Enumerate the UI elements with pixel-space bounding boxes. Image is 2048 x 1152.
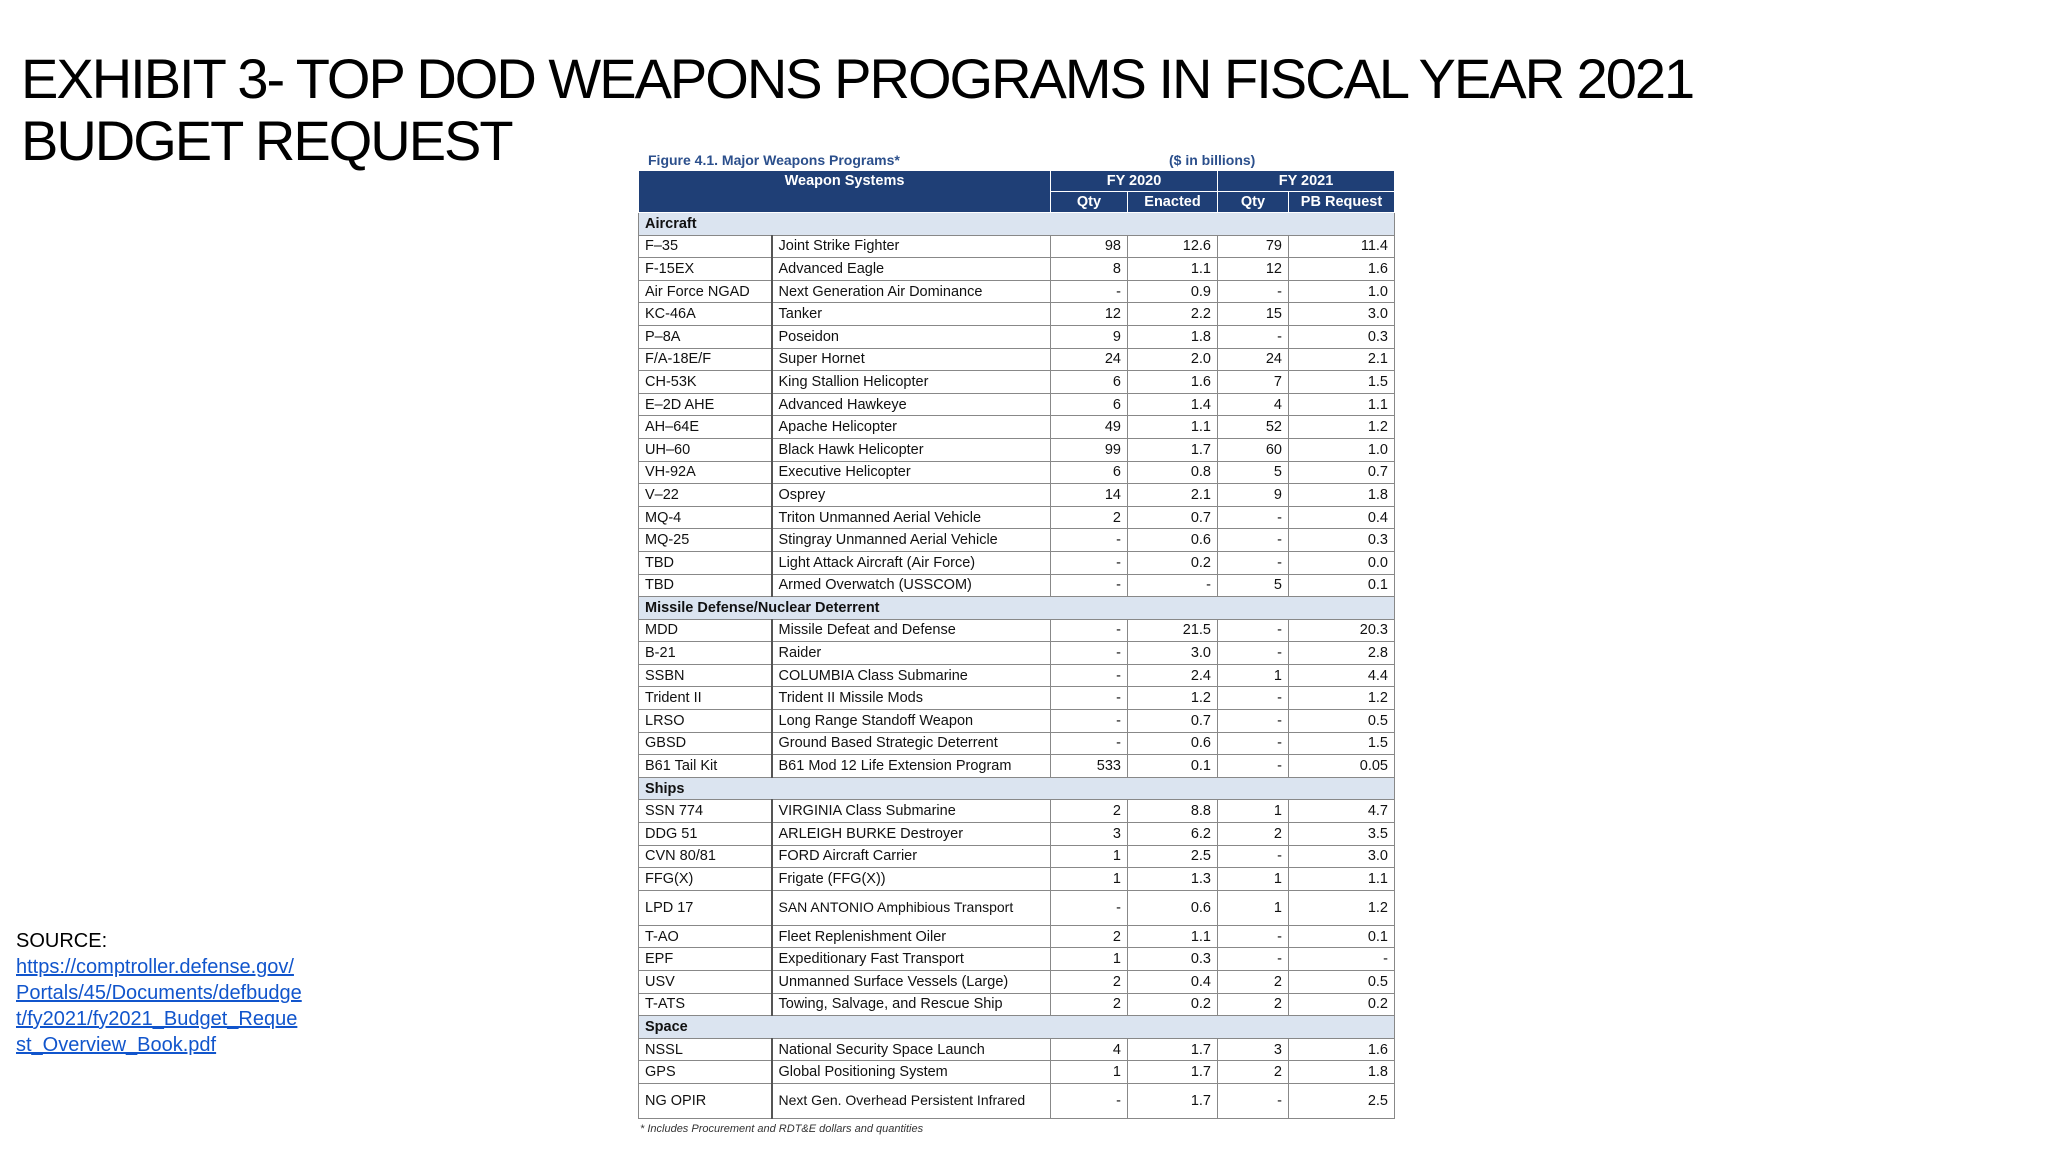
qty-2021-cell: 1: [1218, 664, 1289, 687]
program-name-cell: FORD Aircraft Carrier: [772, 845, 1051, 868]
source-label: SOURCE:: [16, 930, 108, 952]
enacted-cell: -: [1128, 574, 1218, 597]
program-code-cell: MQ-4: [639, 506, 772, 529]
program-code-cell: UH–60: [639, 438, 772, 461]
program-code-cell: T-ATS: [639, 993, 772, 1016]
enacted-cell: 0.2: [1128, 993, 1218, 1016]
table-row: [639, 687, 1395, 710]
qty-2021-cell: -: [1218, 280, 1289, 303]
source-block: [16, 928, 306, 1058]
section-row: [639, 777, 1395, 800]
enacted-cell: 0.4: [1128, 971, 1218, 994]
header-fy2020: FY 2020: [1051, 171, 1218, 192]
table-row: [639, 438, 1395, 461]
table-row: [639, 948, 1395, 971]
pb-request-cell: 11.4: [1289, 235, 1395, 258]
program-name-cell: Ground Based Strategic Deterrent: [772, 732, 1051, 755]
table-row: [639, 925, 1395, 948]
pb-request-cell: 0.5: [1289, 710, 1395, 733]
qty-2021-cell: -: [1218, 1083, 1289, 1118]
pb-request-cell: 1.8: [1289, 1061, 1395, 1084]
section-title: Aircraft: [639, 213, 1395, 236]
page-title-line-1: EXHIBIT 3- TOP DOD WEAPONS PROGRAMS IN FISCAL YEAR 2021: [21, 47, 1694, 110]
enacted-cell: 2.1: [1128, 484, 1218, 507]
enacted-cell: 0.8: [1128, 461, 1218, 484]
program-name-cell: Long Range Standoff Weapon: [772, 710, 1051, 733]
enacted-cell: 21.5: [1128, 619, 1218, 642]
table-row: [639, 732, 1395, 755]
qty-2021-cell: 52: [1218, 416, 1289, 439]
pb-request-cell: 2.5: [1289, 1083, 1395, 1118]
program-name-cell: Executive Helicopter: [772, 461, 1051, 484]
program-name-cell: B61 Mod 12 Life Extension Program: [772, 755, 1051, 778]
qty-2021-cell: 12: [1218, 258, 1289, 281]
table-row: [639, 710, 1395, 733]
section-title: Space: [639, 1016, 1395, 1039]
qty-2020-cell: 1: [1051, 845, 1128, 868]
source-link[interactable]: https://comptroller.defense.gov/Portals/45/Documents/defbudget/fy2021/fy2021_Budget_Request_Overview_Book.pdf: [16, 956, 302, 1056]
qty-2020-cell: -: [1051, 664, 1128, 687]
qty-2020-cell: -: [1051, 732, 1128, 755]
section-row: [639, 213, 1395, 236]
qty-2020-cell: -: [1051, 890, 1128, 925]
table-row: [639, 551, 1395, 574]
qty-2020-cell: 1: [1051, 868, 1128, 891]
qty-2021-cell: 3: [1218, 1038, 1289, 1061]
table-row: [639, 993, 1395, 1016]
pb-request-cell: 1.1: [1289, 393, 1395, 416]
qty-2021-cell: -: [1218, 925, 1289, 948]
program-code-cell: F–35: [639, 235, 772, 258]
pb-request-cell: 20.3: [1289, 619, 1395, 642]
program-code-cell: CH-53K: [639, 371, 772, 394]
pb-request-cell: 0.3: [1289, 529, 1395, 552]
table-row: [639, 371, 1395, 394]
pb-request-cell: 0.7: [1289, 461, 1395, 484]
qty-2021-cell: 24: [1218, 348, 1289, 371]
enacted-cell: 1.6: [1128, 371, 1218, 394]
budget-figure: [638, 150, 1394, 1135]
enacted-cell: 1.7: [1128, 1061, 1218, 1084]
enacted-cell: 0.1: [1128, 755, 1218, 778]
program-code-cell: MQ-25: [639, 529, 772, 552]
qty-2020-cell: 1: [1051, 948, 1128, 971]
program-code-cell: B-21: [639, 642, 772, 665]
qty-2020-cell: 2: [1051, 800, 1128, 823]
enacted-cell: 0.6: [1128, 732, 1218, 755]
qty-2020-cell: 9: [1051, 325, 1128, 348]
qty-2021-cell: 9: [1218, 484, 1289, 507]
enacted-cell: 8.8: [1128, 800, 1218, 823]
pb-request-cell: 0.3: [1289, 325, 1395, 348]
pb-request-cell: 2.1: [1289, 348, 1395, 371]
section-title: Ships: [639, 777, 1395, 800]
table-row: [639, 845, 1395, 868]
program-name-cell: Black Hawk Helicopter: [772, 438, 1051, 461]
header-weapon-systems: Weapon Systems: [639, 171, 1051, 213]
enacted-cell: 1.1: [1128, 416, 1218, 439]
program-code-cell: F/A-18E/F: [639, 348, 772, 371]
table-body: [639, 213, 1395, 1119]
program-name-cell: Raider: [772, 642, 1051, 665]
qty-2021-cell: 60: [1218, 438, 1289, 461]
enacted-cell: 1.7: [1128, 438, 1218, 461]
pb-request-cell: 1.2: [1289, 890, 1395, 925]
program-name-cell: SAN ANTONIO Amphibious Transport: [772, 890, 1051, 925]
page-title-line-2: BUDGET REQUEST: [21, 109, 512, 172]
pb-request-cell: 0.1: [1289, 574, 1395, 597]
table-row: [639, 1038, 1395, 1061]
program-name-cell: Frigate (FFG(X)): [772, 868, 1051, 891]
pb-request-cell: -: [1289, 948, 1395, 971]
program-code-cell: CVN 80/81: [639, 845, 772, 868]
header-enacted: Enacted: [1128, 192, 1218, 213]
pb-request-cell: 0.2: [1289, 993, 1395, 1016]
qty-2021-cell: -: [1218, 619, 1289, 642]
qty-2020-cell: -: [1051, 529, 1128, 552]
program-code-cell: T-AO: [639, 925, 772, 948]
table-row: [639, 1083, 1395, 1118]
program-name-cell: Triton Unmanned Aerial Vehicle: [772, 506, 1051, 529]
enacted-cell: 2.0: [1128, 348, 1218, 371]
program-code-cell: MDD: [639, 619, 772, 642]
table-row: [639, 574, 1395, 597]
program-code-cell: F-15EX: [639, 258, 772, 281]
enacted-cell: 0.6: [1128, 890, 1218, 925]
program-code-cell: NSSL: [639, 1038, 772, 1061]
qty-2020-cell: 8: [1051, 258, 1128, 281]
program-name-cell: Apache Helicopter: [772, 416, 1051, 439]
qty-2021-cell: 2: [1218, 971, 1289, 994]
qty-2020-cell: -: [1051, 280, 1128, 303]
program-code-cell: P–8A: [639, 325, 772, 348]
program-code-cell: DDG 51: [639, 823, 772, 846]
header-fy2021: FY 2021: [1218, 171, 1395, 192]
program-name-cell: Super Hornet: [772, 348, 1051, 371]
table-row: [639, 325, 1395, 348]
qty-2020-cell: 6: [1051, 461, 1128, 484]
enacted-cell: 6.2: [1128, 823, 1218, 846]
qty-2020-cell: -: [1051, 551, 1128, 574]
pb-request-cell: 0.5: [1289, 971, 1395, 994]
qty-2020-cell: 1: [1051, 1061, 1128, 1084]
qty-2020-cell: 2: [1051, 993, 1128, 1016]
qty-2020-cell: -: [1051, 1083, 1128, 1118]
program-name-cell: Missile Defeat and Defense: [772, 619, 1051, 642]
enacted-cell: 2.4: [1128, 664, 1218, 687]
table-row: [639, 484, 1395, 507]
enacted-cell: 0.7: [1128, 506, 1218, 529]
program-code-cell: EPF: [639, 948, 772, 971]
header-qty-2020: Qty: [1051, 192, 1128, 213]
program-name-cell: Osprey: [772, 484, 1051, 507]
qty-2020-cell: -: [1051, 687, 1128, 710]
qty-2021-cell: -: [1218, 710, 1289, 733]
qty-2021-cell: 2: [1218, 1061, 1289, 1084]
qty-2021-cell: -: [1218, 845, 1289, 868]
qty-2020-cell: -: [1051, 642, 1128, 665]
pb-request-cell: 1.2: [1289, 416, 1395, 439]
program-code-cell: KC-46A: [639, 303, 772, 326]
enacted-cell: 0.6: [1128, 529, 1218, 552]
program-name-cell: Tanker: [772, 303, 1051, 326]
program-name-cell: ARLEIGH BURKE Destroyer: [772, 823, 1051, 846]
enacted-cell: 1.1: [1128, 925, 1218, 948]
program-code-cell: TBD: [639, 574, 772, 597]
program-code-cell: USV: [639, 971, 772, 994]
table-row: [639, 235, 1395, 258]
program-code-cell: SSBN: [639, 664, 772, 687]
program-name-cell: King Stallion Helicopter: [772, 371, 1051, 394]
qty-2021-cell: 1: [1218, 868, 1289, 891]
program-code-cell: NG OPIR: [639, 1083, 772, 1118]
qty-2021-cell: -: [1218, 325, 1289, 348]
table-row: [639, 800, 1395, 823]
qty-2021-cell: 15: [1218, 303, 1289, 326]
qty-2020-cell: 6: [1051, 371, 1128, 394]
qty-2020-cell: 12: [1051, 303, 1128, 326]
pb-request-cell: 3.0: [1289, 845, 1395, 868]
program-name-cell: Advanced Eagle: [772, 258, 1051, 281]
enacted-cell: 1.1: [1128, 258, 1218, 281]
enacted-cell: 0.9: [1128, 280, 1218, 303]
pb-request-cell: 4.7: [1289, 800, 1395, 823]
figure-header: [638, 150, 1394, 170]
table-row: [639, 755, 1395, 778]
pb-request-cell: 0.0: [1289, 551, 1395, 574]
enacted-cell: 1.7: [1128, 1038, 1218, 1061]
header-pb-request: PB Request: [1289, 192, 1395, 213]
qty-2020-cell: 3: [1051, 823, 1128, 846]
pb-request-cell: 3.0: [1289, 303, 1395, 326]
qty-2021-cell: 2: [1218, 993, 1289, 1016]
program-code-cell: TBD: [639, 551, 772, 574]
program-name-cell: Advanced Hawkeye: [772, 393, 1051, 416]
pb-request-cell: 1.5: [1289, 371, 1395, 394]
qty-2020-cell: -: [1051, 710, 1128, 733]
qty-2020-cell: -: [1051, 619, 1128, 642]
qty-2021-cell: 5: [1218, 461, 1289, 484]
qty-2021-cell: 1: [1218, 890, 1289, 925]
pb-request-cell: 0.4: [1289, 506, 1395, 529]
table-row: [639, 416, 1395, 439]
qty-2021-cell: -: [1218, 948, 1289, 971]
enacted-cell: 2.2: [1128, 303, 1218, 326]
table-row: [639, 506, 1395, 529]
qty-2020-cell: 14: [1051, 484, 1128, 507]
pb-request-cell: 4.4: [1289, 664, 1395, 687]
qty-2020-cell: 2: [1051, 971, 1128, 994]
qty-2021-cell: 4: [1218, 393, 1289, 416]
table-row: [639, 461, 1395, 484]
pb-request-cell: 3.5: [1289, 823, 1395, 846]
program-name-cell: Next Generation Air Dominance: [772, 280, 1051, 303]
section-row: [639, 1016, 1395, 1039]
qty-2021-cell: 1: [1218, 800, 1289, 823]
table-row: [639, 823, 1395, 846]
program-name-cell: Next Gen. Overhead Persistent Infrared: [772, 1083, 1051, 1118]
program-code-cell: V–22: [639, 484, 772, 507]
program-code-cell: VH-92A: [639, 461, 772, 484]
program-name-cell: Joint Strike Fighter: [772, 235, 1051, 258]
qty-2021-cell: 79: [1218, 235, 1289, 258]
table-row: [639, 258, 1395, 281]
enacted-cell: 0.3: [1128, 948, 1218, 971]
program-code-cell: FFG(X): [639, 868, 772, 891]
enacted-cell: 1.4: [1128, 393, 1218, 416]
program-name-cell: Fleet Replenishment Oiler: [772, 925, 1051, 948]
program-name-cell: Stingray Unmanned Aerial Vehicle: [772, 529, 1051, 552]
enacted-cell: 2.5: [1128, 845, 1218, 868]
program-code-cell: Air Force NGAD: [639, 280, 772, 303]
figure-units: ($ in billions): [1169, 152, 1256, 168]
pb-request-cell: 1.8: [1289, 484, 1395, 507]
table-row: [639, 303, 1395, 326]
program-name-cell: Light Attack Aircraft (Air Force): [772, 551, 1051, 574]
program-name-cell: National Security Space Launch: [772, 1038, 1051, 1061]
qty-2021-cell: -: [1218, 687, 1289, 710]
pb-request-cell: 1.6: [1289, 258, 1395, 281]
enacted-cell: 0.2: [1128, 551, 1218, 574]
figure-caption: Figure 4.1. Major Weapons Programs*: [648, 152, 900, 168]
program-name-cell: Unmanned Surface Vessels (Large): [772, 971, 1051, 994]
section-row: [639, 597, 1395, 620]
figure-footnote: * Includes Procurement and RDT&E dollars and quantities: [640, 1122, 924, 1135]
program-name-cell: Towing, Salvage, and Rescue Ship: [772, 993, 1051, 1016]
program-code-cell: SSN 774: [639, 800, 772, 823]
qty-2020-cell: 24: [1051, 348, 1128, 371]
program-code-cell: LPD 17: [639, 890, 772, 925]
table-row: [639, 971, 1395, 994]
enacted-cell: 0.7: [1128, 710, 1218, 733]
qty-2020-cell: 2: [1051, 925, 1128, 948]
qty-2021-cell: 7: [1218, 371, 1289, 394]
section-title: Missile Defense/Nuclear Deterrent: [639, 597, 1395, 620]
qty-2020-cell: 98: [1051, 235, 1128, 258]
pb-request-cell: 0.1: [1289, 925, 1395, 948]
qty-2021-cell: 2: [1218, 823, 1289, 846]
program-code-cell: AH–64E: [639, 416, 772, 439]
enacted-cell: 1.3: [1128, 868, 1218, 891]
table-row: [639, 348, 1395, 371]
qty-2021-cell: -: [1218, 642, 1289, 665]
table-row: [639, 619, 1395, 642]
qty-2020-cell: 2: [1051, 506, 1128, 529]
enacted-cell: 1.7: [1128, 1083, 1218, 1118]
program-name-cell: Expeditionary Fast Transport: [772, 948, 1051, 971]
weapons-table: [638, 170, 1395, 1119]
qty-2021-cell: -: [1218, 551, 1289, 574]
qty-2020-cell: 99: [1051, 438, 1128, 461]
program-code-cell: Trident II: [639, 687, 772, 710]
qty-2020-cell: 4: [1051, 1038, 1128, 1061]
enacted-cell: 1.8: [1128, 325, 1218, 348]
pb-request-cell: 1.6: [1289, 1038, 1395, 1061]
program-name-cell: VIRGINIA Class Submarine: [772, 800, 1051, 823]
qty-2020-cell: 49: [1051, 416, 1128, 439]
pb-request-cell: 1.5: [1289, 732, 1395, 755]
table-row: [639, 1061, 1395, 1084]
qty-2021-cell: -: [1218, 529, 1289, 552]
program-code-cell: LRSO: [639, 710, 772, 733]
program-name-cell: Trident II Missile Mods: [772, 687, 1051, 710]
pb-request-cell: 1.1: [1289, 868, 1395, 891]
program-code-cell: GBSD: [639, 732, 772, 755]
program-code-cell: B61 Tail Kit: [639, 755, 772, 778]
pb-request-cell: 1.0: [1289, 438, 1395, 461]
program-name-cell: Poseidon: [772, 325, 1051, 348]
pb-request-cell: 1.0: [1289, 280, 1395, 303]
enacted-cell: 3.0: [1128, 642, 1218, 665]
table-row: [639, 890, 1395, 925]
qty-2021-cell: 5: [1218, 574, 1289, 597]
qty-2020-cell: 6: [1051, 393, 1128, 416]
table-row: [639, 868, 1395, 891]
qty-2021-cell: -: [1218, 755, 1289, 778]
table-row: [639, 642, 1395, 665]
header-qty-2021: Qty: [1218, 192, 1289, 213]
qty-2021-cell: -: [1218, 506, 1289, 529]
pb-request-cell: 2.8: [1289, 642, 1395, 665]
pb-request-cell: 1.2: [1289, 687, 1395, 710]
enacted-cell: 12.6: [1128, 235, 1218, 258]
table-row: [639, 529, 1395, 552]
program-code-cell: GPS: [639, 1061, 772, 1084]
table-row: [639, 393, 1395, 416]
program-name-cell: COLUMBIA Class Submarine: [772, 664, 1051, 687]
table-row: [639, 664, 1395, 687]
qty-2020-cell: 533: [1051, 755, 1128, 778]
pb-request-cell: 0.05: [1289, 755, 1395, 778]
program-name-cell: Armed Overwatch (USSCOM): [772, 574, 1051, 597]
program-name-cell: Global Positioning System: [772, 1061, 1051, 1084]
table-row: [639, 280, 1395, 303]
qty-2021-cell: -: [1218, 732, 1289, 755]
program-code-cell: E–2D AHE: [639, 393, 772, 416]
enacted-cell: 1.2: [1128, 687, 1218, 710]
qty-2020-cell: -: [1051, 574, 1128, 597]
